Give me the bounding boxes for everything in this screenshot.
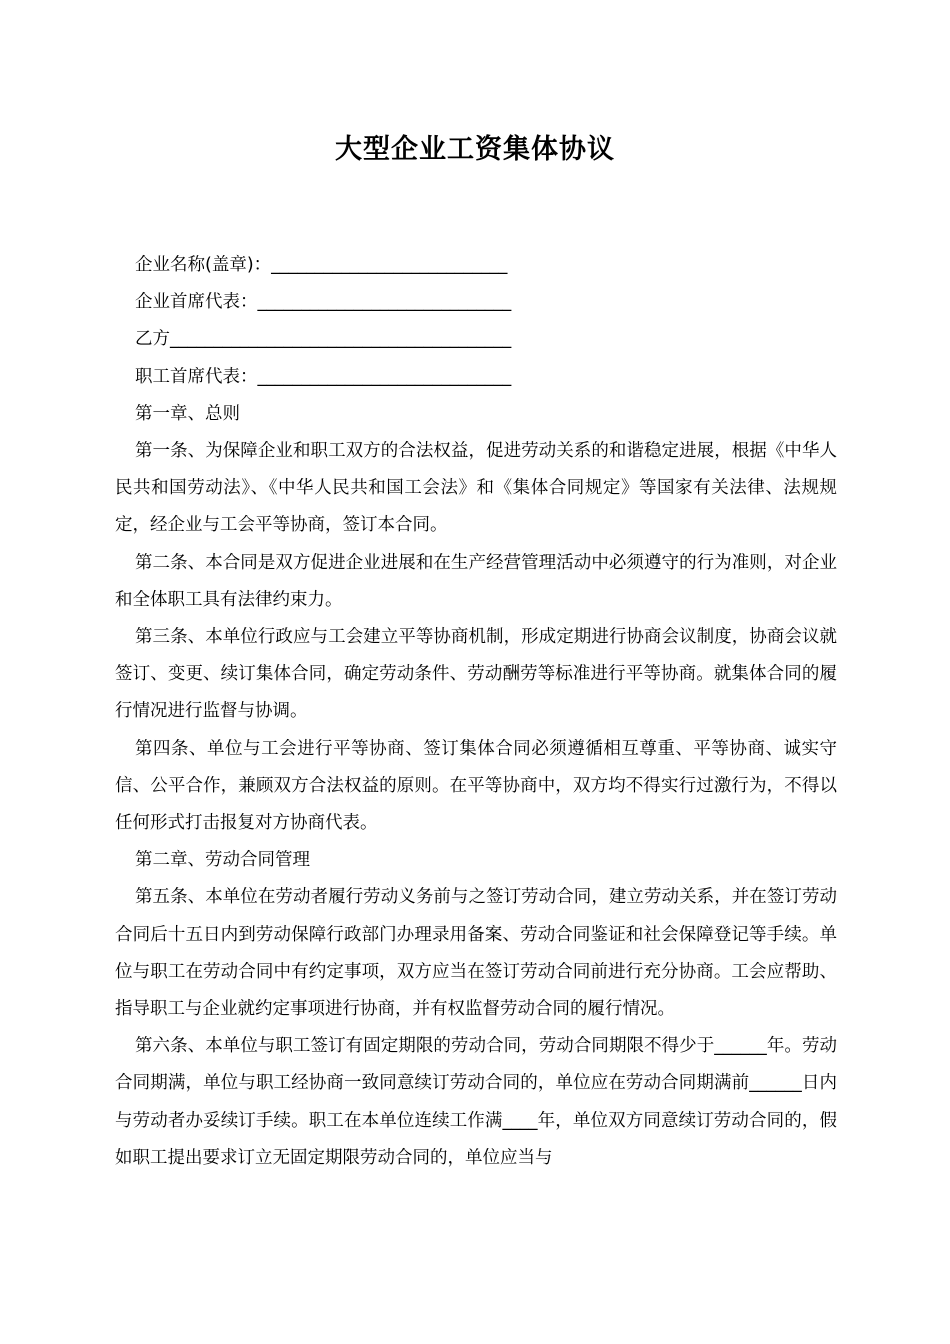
company-name-field: 企业名称(盖章)：___________________________ bbox=[135, 255, 508, 275]
employee-representative-field: 职工首席代表：_____________________________ bbox=[135, 366, 512, 387]
article-5: 第五条、本单位在劳动者履行劳动义务前与之签订劳动合同，建立劳动关系，并在签订劳动合同后十五日内到劳动保障行政部门办理录用备案、劳动合同鉴证和社会保障登记等手续。单位与职工在劳动合同中有约定事项，双方应当在签订劳动合同前进行充分协商。工会应帮助、指导职工与企业就约定事项进行协商，并有权监督劳动合同的履行情况。 bbox=[115, 887, 837, 1020]
article-4: 第四条、单位与工会进行平等协商、签订集体合同必须遵循相互尊重、平等协商、诚实守信、公平合作，兼顾双方合法权益的原则。在平等协商中，双方均不得实行过激行为，不得以任何形式打击报复对方协商代表。 bbox=[115, 738, 837, 834]
document-body bbox=[115, 247, 837, 1177]
article-1: 第一条、为保障企业和职工双方的合法权益，促进劳动关系的和谐稳定进展，根据《中华人民共和国劳动法》、《中华人民共和国工会法》和《集体合同规定》等国家有关法律、法规规定，经企业与工会平等协商，签订本合同。 bbox=[115, 441, 837, 536]
chapter-1-heading: 第一章、总则 bbox=[135, 403, 240, 424]
party-b-field: 乙方_______________________________________ bbox=[135, 329, 512, 350]
document-title: 大型企业工资集体协议 bbox=[335, 134, 615, 165]
article-2: 第二条、本合同是双方促进企业进展和在生产经营管理活动中必须遵守的行为准则，对企业和全体职工具有法律约束力。 bbox=[115, 552, 837, 610]
chapter-2-heading: 第二章、劳动合同管理 bbox=[135, 850, 310, 871]
article-3: 第三条、本单位行政应与工会建立平等协商机制，形成定期进行协商会议制度，协商会议就签订、变更、续订集体合同，确定劳动条件、劳动酬劳等标准进行平等协商。就集体合同的履行情况进行监督与协调。 bbox=[115, 627, 837, 722]
company-representative-field: 企业首席代表：_____________________________ bbox=[135, 292, 512, 313]
article-6: 第六条、本单位与职工签订有固定期限的劳动合同，劳动合同期限不得少于______年。劳动合同期满，单位与职工经协商一致同意续订劳动合同的，单位应在劳动合同期满前______日内与劳动者办妥续订手续。职工在本单位连续工作满____年，单位双方同意续订劳动合同的，假如职工提出要求订立无固定期限劳动合同的，单位应当与 bbox=[115, 1036, 837, 1168]
